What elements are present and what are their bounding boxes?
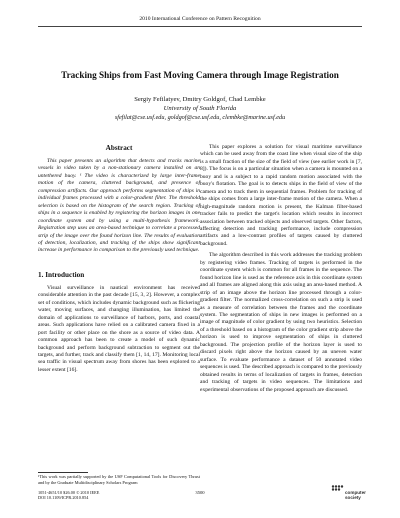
author-list: Sergiy Fefilatyev, Dmitry Goldgof, Chad Lembke xyxy=(134,96,266,103)
page-number: 3500 xyxy=(195,490,205,495)
doi-line: DOI 10.1109/ICPR.2010.854 xyxy=(38,495,89,501)
footnote-rule xyxy=(38,472,88,473)
abstract-heading: Abstract xyxy=(105,144,133,152)
header-rule xyxy=(38,26,362,27)
logo-word-society: society xyxy=(345,495,361,500)
right-column xyxy=(200,144,362,394)
logo-word-computer: computer xyxy=(345,490,366,495)
introduction-text: Visual surveillance in nautical environment has received considerable attention in the past decade [15, 3, 2]. However, a complex set of conditions, which includes dynamic background such as flickering water, moving surfaces, and changing illumination, has limited the domain of applications to surveillance of harbors, ports, and coastal areas. Such applications have relied on a calibrated camera fixed in a port facility or other place on the shore as a source of video data. A common approach has been to create a model of such dynamic background and perform background subtraction to segment out the targets, and further, track and classify them [1, 14, 17]. Monitoring local sea traffic in visual spectrum away from shores has been explored to a lesser extent [16]. xyxy=(38,284,200,373)
paper-title: Tracking Ships from Fast Moving Camera through Image Registration xyxy=(61,70,339,80)
computer-society-logo xyxy=(330,484,366,502)
author-emails: sfefilat@cse.usf.edu, goldgof@cse.usf.edu, clembke@marine.usf.edu xyxy=(114,114,286,121)
section-heading-introduction: 1. Introduction xyxy=(38,270,85,279)
right-paragraph-2: The algorithm described in this work addresses the tracking problem by registering video frames. Tracking of targets is performed in the coordinate system which is common for all frames in the sequence. The found horizon line is used as the reference axis in this coordinate system and all frames are aligned along this axis using an area-based method. A strip of an image above the horizon line processed through a color-gradient filter. The normalized cross-correlation on such a strip is used as a measure of correlation between the frames and the coordinate system. The segmentation of ships in new images is performed on a image of magnitude of color gradient by using two heuristics. Selection of a threshold based on a histogram of the color gradient strip above the horizon is used to improve segmentation of ships in cluttered background. The projection profile of the horizon layer is used to discard pixels right above the horizon caused by an uneven water surface. To evaluate performance a dataset of 50 annotated video sequences is used. The described approach is compared to the previously obtained results in terms of localization of targets in frames, detection and tracking of targets in video sequences. The limitations and experimental observations of the proposed approach are discussed. xyxy=(200,252,362,393)
abstract-text: This paper presents an algorithm that detects and tracks marine vessels in video taken by a non-stationary camera installed on an untethered buoy. ¹ The video is characterized by large inter-frame motion of the camera, cluttered background, and presence of compression artifacts. Our approach performs segmentation of ships in individual frames processed with a color-gradient filter. The threshold selection is based on the histogram of the search region. Tracking of ships in a sequence is enabled by registering the horizon images in one coordinate system and by using a multi-hypothesis framework. Registration step uses an area-based technique to correlate a processed strip of the image over the found horizon line. The results of evaluation of detection, localization, and tracking of the ships show significant increase in performance in comparison to the previously used technique. xyxy=(38,158,200,254)
conference-header: 2010 International Conference on Pattern Recognition xyxy=(139,16,261,22)
affiliation: University of South Florida xyxy=(163,105,237,112)
issn-line: 1051-4651/10 $26.00 © 2010 IEEE xyxy=(38,490,100,495)
right-paragraph-1: This paper explores a solution for visual maritime surveillance which can be used away from the coast line when visual size of the ship is a small fraction of the size of the field of view (see earlier work in [7, 8]). The focus is on a particular situation when a camera is mounted on a buoy and is a subject to a rapid random motion associated with the buoy's flotation. The goal is to detects ships in the field of view of the camera and to track them in sequential frames. Problem for tracking of the ships comes from a large inter-frame motion of the camera. When a high-magnitude random motion is present, the Kalman filter-based tracker fails to predict the target's location which results in incorrect association between tracked objects and observed targets. Other factors, affecting detection and tracking performance, include compression artifacts and a low-contrast profiles of targets caused by cluttered background. xyxy=(200,144,362,247)
left-column xyxy=(38,144,200,374)
footnote: ¹This work was partially supported by the USF Computational Tools for Discovery Thrust and by the Graduate Multidisciplinary Scholars Program xyxy=(38,474,200,485)
